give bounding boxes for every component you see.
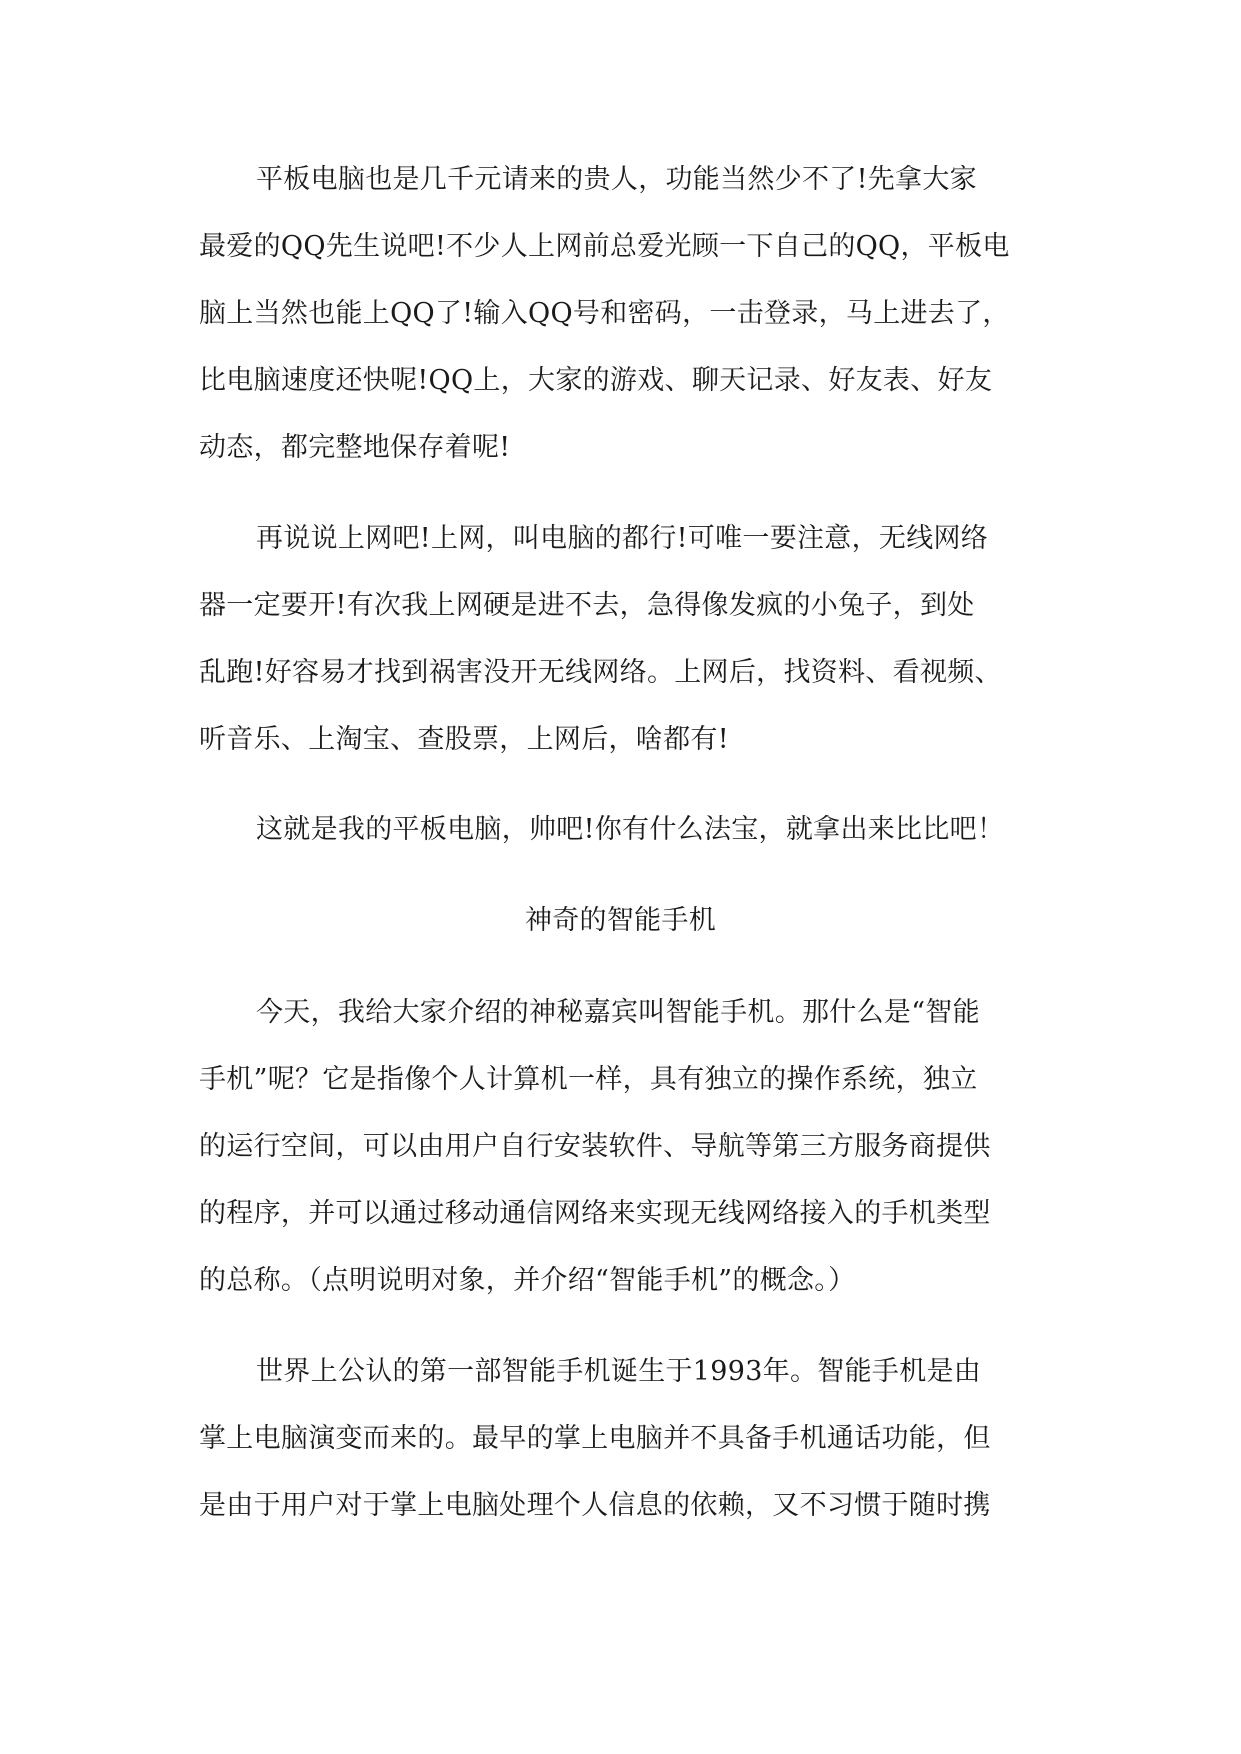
section-paragraph-1-line-5: 的总称。（点明说明对象，并介绍“智能手机”的概念。）	[199, 1265, 856, 1296]
paragraph-1-line-4: 比电脑速度还快呢!QQ上，大家的游戏、聊天记录、好友表、好友	[199, 365, 993, 396]
paragraph-1-line-5: 动态，都完整地保存着呢!	[199, 432, 511, 463]
paragraph-1-line-1: 平板电脑也是几千元请来的贵人，功能当然少不了!先拿大家	[256, 164, 977, 195]
paragraph-2-line-2: 器一定要开!有次我上网硬是进不去，急得像发疯的小兔子，到处	[199, 590, 975, 621]
section-paragraph-2-line-3: 是由于用户对于掌上电脑处理个人信息的依赖，又不习惯于随时携	[199, 1490, 991, 1521]
section-paragraph-1-line-2: 手机”呢？它是指像个人计算机一样，具有独立的操作系统，独立	[199, 1064, 978, 1095]
paragraph-2-line-1: 再说说上网吧!上网，叫电脑的都行!可唯一要注意，无线网络	[256, 523, 989, 554]
section-title: 神奇的智能手机	[524, 905, 717, 936]
section-paragraph-1-line-3: 的运行空间，可以由用户自行安装软件、导航等第三方服务商提供	[199, 1131, 991, 1162]
paragraph-1-line-2: 最爱的QQ先生说吧!不少人上网前总爱光顾一下自己的QQ，平板电	[199, 231, 1010, 262]
section-paragraph-2-line-2: 掌上电脑演变而来的。最早的掌上电脑并不具备手机通话功能，但	[199, 1423, 991, 1454]
paragraph-2-line-4: 听音乐、上淘宝、查股票，上网后，啥都有!	[199, 724, 729, 755]
paragraph-3-line-1: 这就是我的平板电脑，帅吧!你有什么法宝，就拿出来比比吧！	[256, 814, 1005, 845]
section-paragraph-1-line-1: 今天，我给大家介绍的神秘嘉宾叫智能手机。那什么是“智能	[256, 997, 980, 1028]
section-paragraph-1-line-4: 的程序，并可以通过移动通信网络来实现无线网络接入的手机类型	[199, 1198, 991, 1229]
paragraph-2-line-3: 乱跑!好容易才找到祸害没开无线网络。上网后，找资料、看视频、	[199, 657, 1002, 688]
section-paragraph-2-line-1: 世界上公认的第一部智能手机诞生于1993年。智能手机是由	[256, 1356, 982, 1387]
paragraph-1-line-3: 脑上当然也能上QQ了!输入QQ号和密码，一击登录，马上进去了，	[199, 298, 1010, 329]
